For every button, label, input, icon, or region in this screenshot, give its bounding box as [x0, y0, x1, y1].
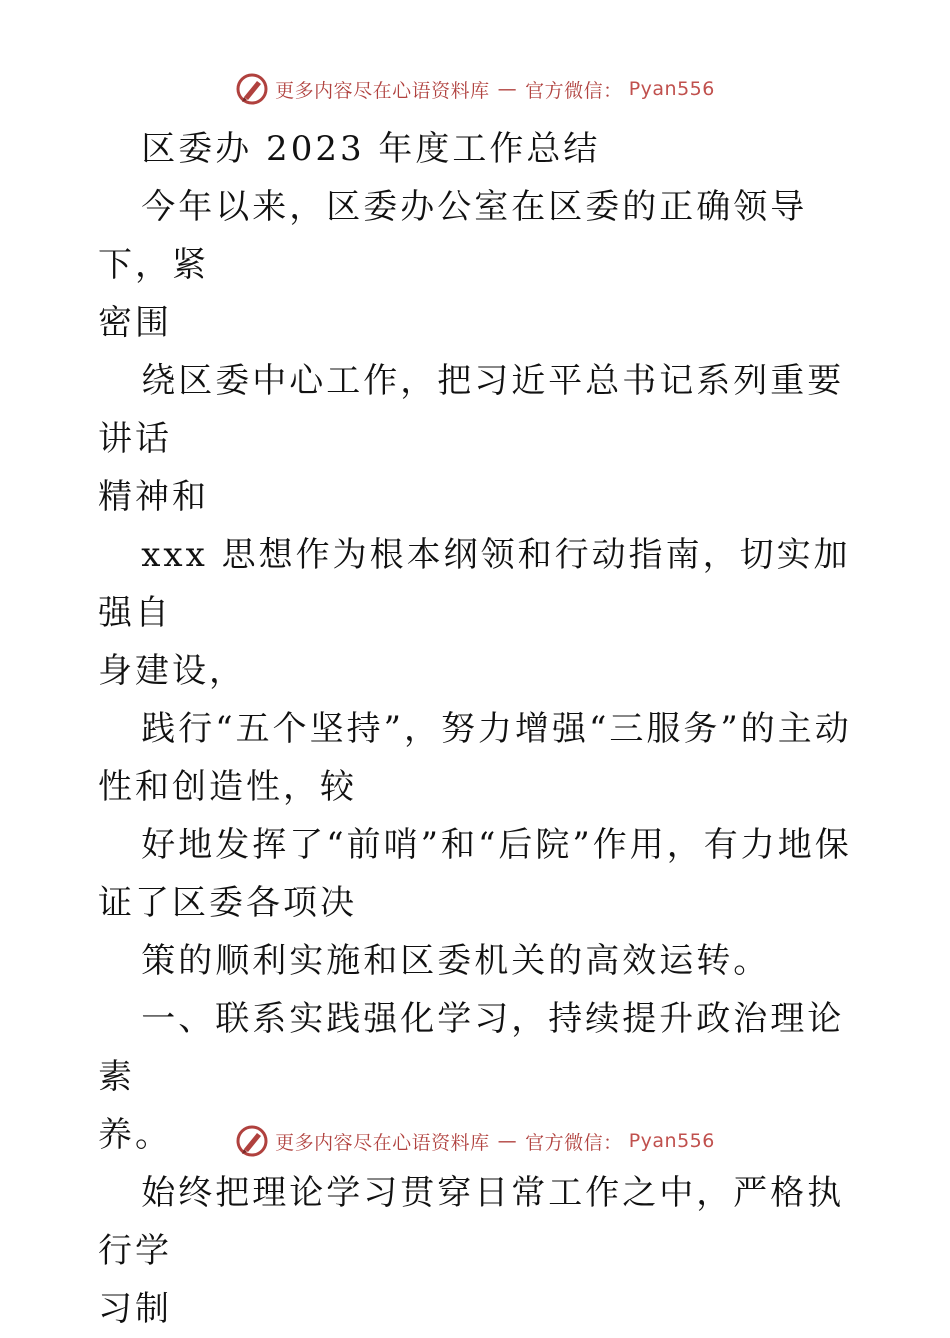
document-title: 区委办 2023 年度工作总结: [141, 129, 601, 169]
watermark-sub: 官方微信：: [525, 79, 623, 102]
body-line: 绕区委中心工作，把习近平总书记系列重要讲话: [98, 361, 845, 459]
body-line: 身建设，: [98, 651, 246, 691]
body-line: 性和创造性，较: [98, 767, 357, 807]
pen-logo-icon: [235, 72, 269, 106]
watermark-sub: 官方微信：: [525, 1131, 623, 1154]
body-line: 今年以来，区委办公室在区委的正确领导下，紧: [98, 187, 808, 285]
pen-logo-icon: [235, 1124, 269, 1158]
body-line: 好地发挥了“前哨”和“后院”作用，有力地保: [141, 825, 852, 865]
watermark-dash: —: [497, 1130, 518, 1152]
watermark-dash: —: [497, 78, 518, 100]
section-heading: 一、联系实践强化学习，持续提升政治理论素: [98, 999, 845, 1097]
body-line: xxx 思想作为根本纲领和行动指南，切实加强自: [98, 535, 851, 633]
body-line: 证了区委各项决: [98, 883, 357, 923]
watermark-text: 更多内容尽在心语资料库: [275, 79, 490, 102]
body-line: 养。: [98, 1115, 172, 1155]
watermark-id: Pyan556: [628, 1130, 715, 1152]
body-line: 精神和: [98, 477, 209, 517]
watermark-header: [0, 72, 950, 106]
body-line: 策的顺利实施和区委机关的高效运转。: [141, 941, 771, 981]
body-line: 始终把理论学习贯穿日常工作之中，严格执行学: [98, 1173, 845, 1271]
watermark-id: Pyan556: [628, 78, 715, 100]
body-line: 践行“五个坚持”，努力增强“三服务”的主动: [141, 709, 852, 749]
body-line: 习制: [98, 1289, 172, 1329]
body-line: 密围: [98, 303, 172, 343]
watermark-footer: [0, 1124, 950, 1158]
watermark-text: 更多内容尽在心语资料库: [275, 1131, 490, 1154]
